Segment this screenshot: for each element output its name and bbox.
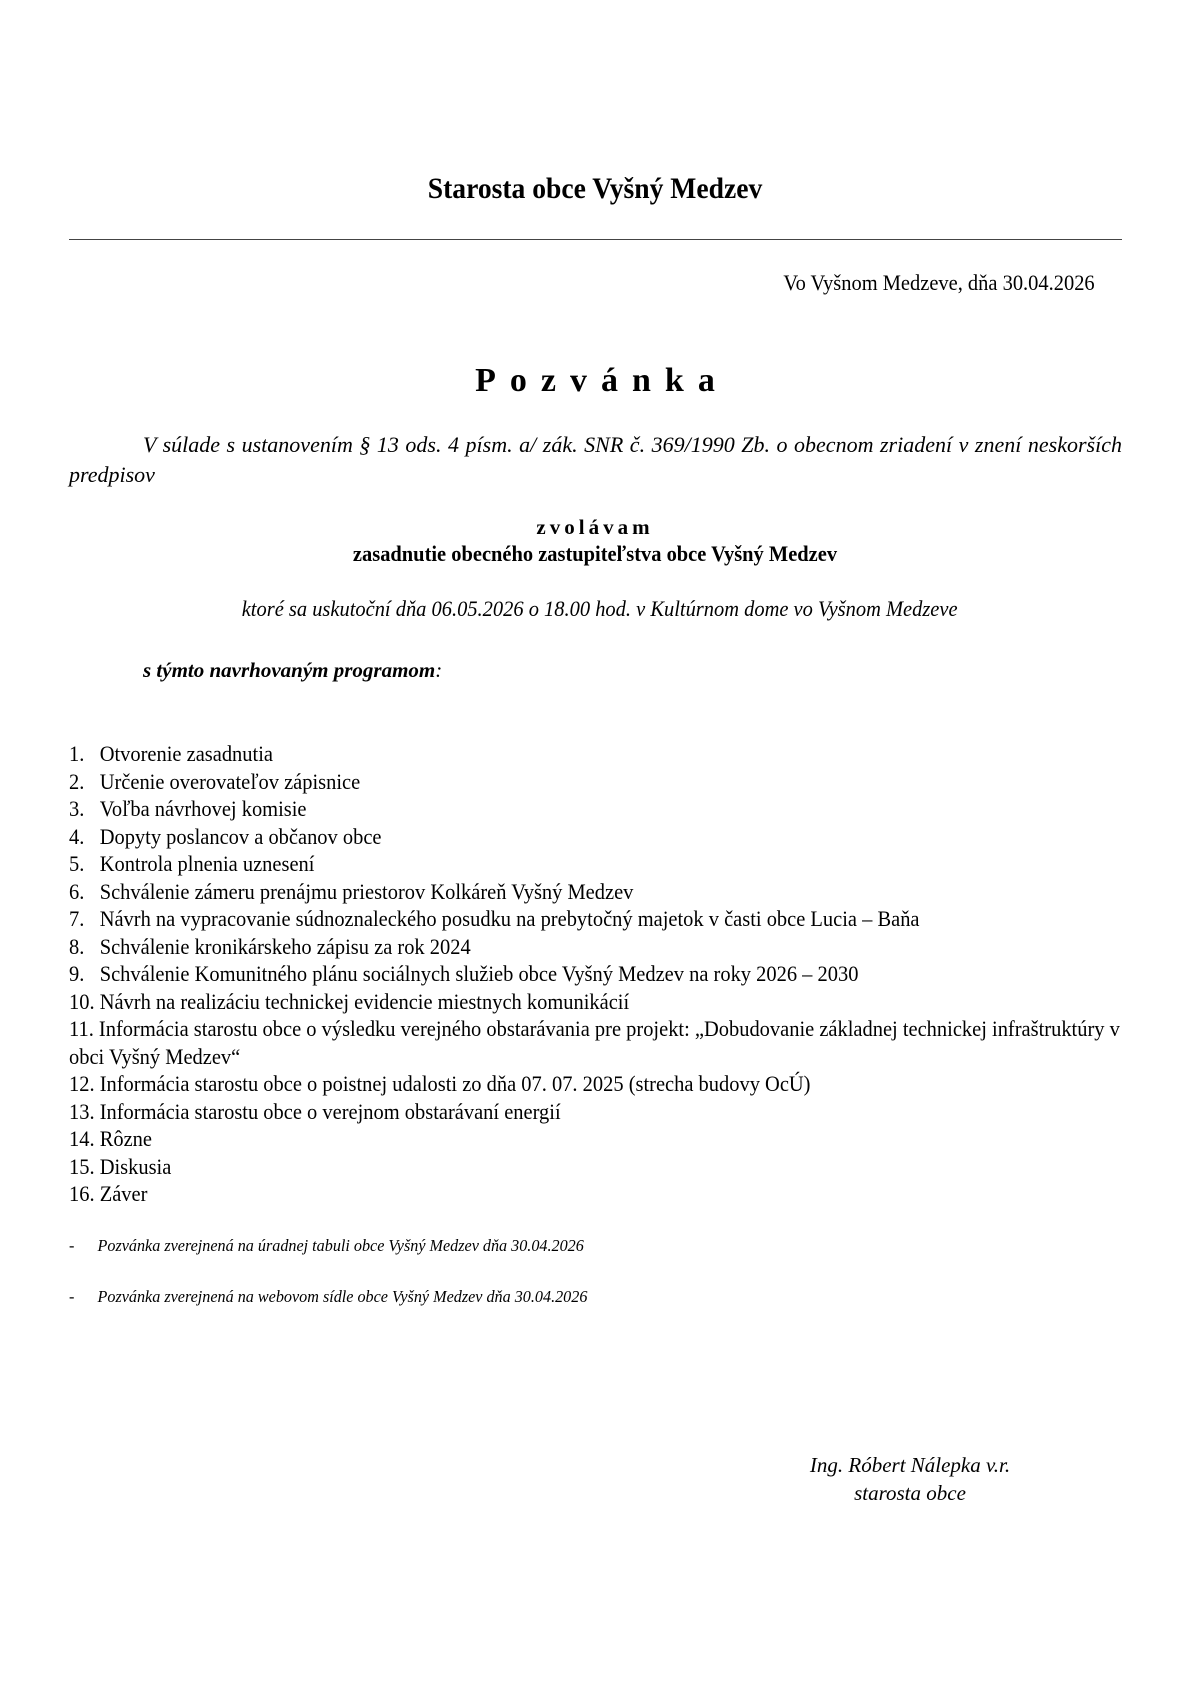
note-text: Pozvánka zverejnená na úradnej tabuli obce Vyšný Medzev dňa 30.04.2026 <box>97 1236 584 1255</box>
agenda-item-text: Otvorenie zasadnutia <box>99 741 273 766</box>
agenda-item-number: 6. <box>69 878 85 904</box>
agenda-item-number: 13. <box>69 1098 95 1124</box>
agenda-item-number: 5. <box>69 851 85 876</box>
agenda-item <box>69 740 1055 768</box>
publication-note <box>69 1236 587 1287</box>
agenda-item-text: Návrh na vypracovanie súdnoznaleckého posudku na prebytočný majetok v časti obce Lucia – Baňa <box>99 906 920 931</box>
agenda-item <box>69 1125 1055 1153</box>
program-intro <box>143 658 442 683</box>
note-dash: - <box>69 1236 75 1255</box>
agenda-item-number: 4. <box>69 823 85 849</box>
agenda-item-number: 8. <box>69 933 85 959</box>
agenda-item-number: 14. <box>69 1126 95 1151</box>
agenda-item-number: 1. <box>69 741 85 766</box>
preamble: V súlade s ustanovením § 13 ods. 4 písm. a/ zák. SNR č. 369/1990 Zb. o obecnom zriadení v znení neskorších predpisov <box>69 432 1122 487</box>
agenda-item-number: 10. <box>69 988 95 1014</box>
agenda-item-text: Kontrola plnenia uznesení <box>99 851 315 876</box>
agenda-item-text: Návrh na realizáciu technickej evidencie miestnych komunikácií <box>99 988 630 1014</box>
agenda-item <box>69 960 1055 988</box>
document-title: Pozvánka <box>475 362 729 399</box>
agenda-item-text: Určenie overovateľov zápisnice <box>99 768 361 794</box>
agenda-item-number: 3. <box>69 796 85 821</box>
agenda-item <box>69 933 1055 961</box>
meeting-info: ktoré sa uskutoční dňa 06.05.2026 o 18.00 hod. v Kultúrnom dome vo Vyšnom Medzeve <box>241 596 958 621</box>
header-divider <box>69 239 1122 240</box>
convene-word: zvolávam <box>536 515 654 539</box>
agenda-item-number: 16. <box>69 1181 95 1206</box>
publication-note <box>69 1287 587 1338</box>
agenda-item-number: 11. <box>69 1016 94 1041</box>
agenda-item <box>69 1098 1055 1126</box>
agenda-item-text: Schválenie zámeru prenájmu priestorov Kolkáreň Vyšný Medzev <box>99 878 634 904</box>
agenda-item-text: Informácia starostu obce o verejnom obstarávaní energií <box>99 1098 561 1124</box>
agenda-item <box>69 878 1055 906</box>
agenda-item-text: Voľba návrhovej komisie <box>99 796 307 821</box>
agenda-item <box>69 1070 1055 1098</box>
signature-role: starosta obce <box>854 1481 966 1505</box>
agenda-item-text: Dopyty poslancov a občanov obce <box>99 823 382 849</box>
note-text: Pozvánka zverejnená na webovom sídle obce Vyšný Medzev dňa 30.04.2026 <box>97 1287 588 1306</box>
agenda-item <box>69 823 1055 851</box>
agenda-item-text: Diskusia <box>99 1153 172 1179</box>
program-intro-colon: : <box>435 658 443 682</box>
agenda-item <box>69 768 1055 796</box>
agenda-item-number: 7. <box>69 906 85 931</box>
agenda-item-text: Informácia starostu obce o výsledku verejného obstarávania pre projekt: „Dobudovanie základnej technickej infraštruktúry v obci Vyšný Medzev“ <box>69 1016 1120 1069</box>
agenda-item-number: 15. <box>69 1153 95 1179</box>
agenda-item-text: Schválenie Komunitného plánu sociálnych služieb obce Vyšný Medzev na roky 2026 – 2030 <box>99 961 859 986</box>
publication-notes <box>69 1236 615 1338</box>
agenda-item-text: Záver <box>99 1181 148 1206</box>
agenda-item <box>69 988 1055 1016</box>
agenda-item <box>69 795 1055 823</box>
agenda-item-number: 9. <box>69 961 85 986</box>
signature-block <box>780 1451 1040 1507</box>
agenda-item-text: Schválenie kronikárskeho zápisu za rok 2024 <box>99 933 471 959</box>
agenda-item-text: Informácia starostu obce o poistnej udalosti zo dňa 07. 07. 2025 (strecha budovy OcÚ) <box>99 1071 811 1096</box>
agenda-item-number: 2. <box>69 768 85 794</box>
agenda-item <box>69 1180 1055 1208</box>
place-date: Vo Vyšnom Medzeve, dňa 30.04.2026 <box>783 270 1095 295</box>
signature-name: Ing. Róbert Nálepka v.r. <box>809 1453 1011 1477</box>
agenda-item <box>69 905 1055 933</box>
agenda-list <box>69 740 1129 1208</box>
note-dash: - <box>69 1287 75 1306</box>
header-title: Starosta obce Vyšný Medzev <box>427 172 763 205</box>
agenda-item-text: Rôzne <box>99 1126 152 1151</box>
agenda-item <box>69 850 1055 878</box>
agenda-item <box>69 1015 1120 1070</box>
program-intro-text: s týmto navrhovaným programom <box>143 658 436 682</box>
convene-subject: zasadnutie obecného zastupiteľstva obce Vyšný Medzev <box>352 541 838 566</box>
agenda-item-number: 12. <box>69 1071 95 1096</box>
agenda-item <box>69 1153 1055 1181</box>
